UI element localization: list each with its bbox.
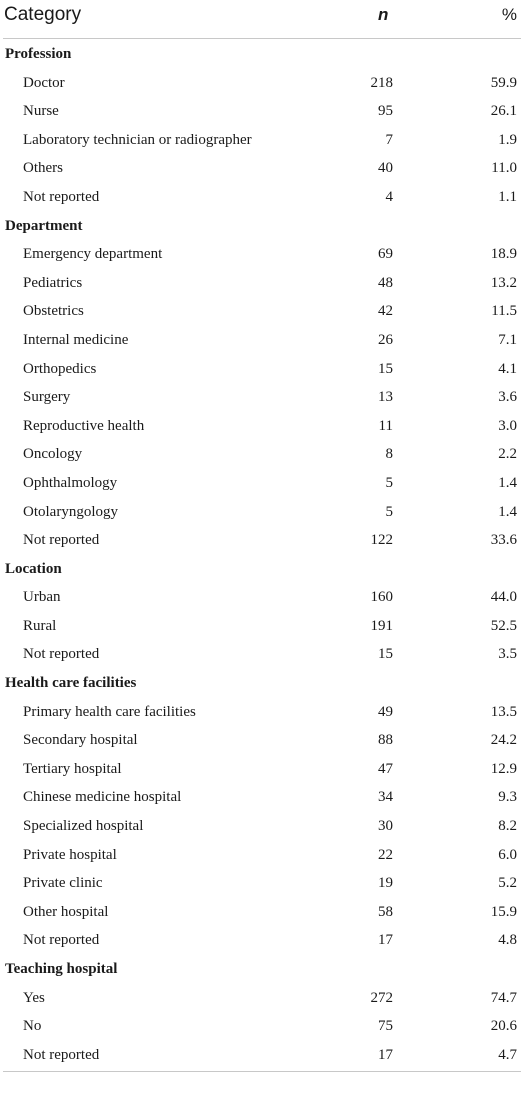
- row-label: Surgery: [23, 389, 71, 406]
- header-percent: %: [501, 5, 517, 24]
- row-label: Oncology: [23, 446, 83, 463]
- row-n: 42: [378, 303, 393, 320]
- row-label: Nurse: [23, 103, 59, 120]
- table-row: [3, 153, 521, 182]
- section-profession: [3, 39, 521, 211]
- table-row: [3, 811, 521, 840]
- table-row: [3, 468, 521, 497]
- row-percent: 1.1: [498, 188, 517, 205]
- row-label: Otolaryngology: [23, 503, 118, 520]
- row-n: 69: [378, 246, 393, 263]
- row-percent: 4.8: [498, 932, 517, 949]
- table-row: [3, 68, 521, 97]
- row-label: Doctor: [23, 74, 65, 91]
- row-percent: 1.4: [498, 503, 517, 520]
- table-row: [3, 639, 521, 668]
- row-percent: 20.6: [490, 1018, 517, 1035]
- section-department: [3, 211, 521, 554]
- row-n: 8: [385, 446, 393, 463]
- row-percent: 13.2: [490, 274, 517, 291]
- row-percent: 4.1: [498, 360, 517, 377]
- row-n: 26: [378, 331, 393, 348]
- row-percent: 13.5: [490, 703, 517, 720]
- row-percent: 52.5: [490, 617, 517, 634]
- row-n: 58: [378, 903, 393, 920]
- row-label: Not reported: [23, 932, 100, 949]
- row-n: 218: [370, 74, 393, 91]
- row-percent: 2.2: [498, 446, 517, 463]
- row-label: Chinese medicine hospital: [23, 789, 182, 806]
- row-n: 7: [385, 131, 393, 148]
- table-row: [3, 296, 521, 325]
- row-label: Ophthalmology: [23, 474, 118, 491]
- row-label: Not reported: [23, 532, 100, 549]
- table-row: [3, 725, 521, 754]
- row-n: 13: [378, 389, 393, 406]
- row-label: Pediatrics: [23, 274, 83, 291]
- row-n: 48: [378, 274, 393, 291]
- table-row: [3, 611, 521, 640]
- table-row: [3, 268, 521, 297]
- section-title: Teaching hospital: [5, 961, 118, 977]
- row-percent: 26.1: [490, 103, 517, 120]
- row-percent: 3.6: [498, 389, 517, 406]
- section-title: Location: [5, 560, 62, 577]
- row-label: Laboratory technician or radiographer: [23, 131, 252, 148]
- row-n: 75: [378, 1018, 393, 1035]
- row-n: 49: [378, 703, 393, 720]
- row-label: Secondary hospital: [23, 732, 138, 749]
- row-percent: 44.0: [490, 589, 517, 606]
- row-n: 122: [370, 532, 393, 549]
- row-percent: 7.1: [498, 331, 517, 348]
- table-row: [3, 697, 521, 726]
- row-label: Specialized hospital: [23, 818, 144, 835]
- table-row: [3, 497, 521, 526]
- row-percent: 74.7: [490, 989, 517, 1006]
- row-percent: 59.9: [490, 74, 517, 91]
- table-row: [3, 382, 521, 411]
- row-label: Others: [23, 160, 63, 177]
- table-row: [3, 325, 521, 354]
- row-percent: 1.9: [498, 131, 517, 148]
- row-n: 5: [385, 474, 393, 491]
- row-label: Not reported: [23, 1046, 100, 1063]
- row-n: 11: [378, 417, 393, 434]
- row-percent: 8.2: [498, 818, 517, 835]
- row-percent: 33.6: [490, 532, 517, 549]
- row-label: Tertiary hospital: [23, 760, 122, 777]
- row-n: 4: [385, 188, 393, 205]
- row-label: Internal medicine: [23, 331, 129, 348]
- table-row: [3, 582, 521, 611]
- row-label: Emergency department: [23, 246, 163, 263]
- row-percent: 15.9: [490, 903, 517, 920]
- table-row: [3, 182, 521, 211]
- table-row: [3, 840, 521, 869]
- row-percent: 9.3: [498, 789, 517, 806]
- table-row: [3, 897, 521, 926]
- header-category: Category: [4, 4, 82, 25]
- table-row: [3, 754, 521, 783]
- row-percent: 3.0: [498, 417, 517, 434]
- row-percent: 5.2: [498, 875, 517, 892]
- row-n: 19: [378, 875, 393, 892]
- row-label: Not reported: [23, 646, 100, 663]
- row-n: 5: [385, 503, 393, 520]
- row-n: 40: [378, 160, 393, 177]
- row-label: Not reported: [23, 188, 100, 205]
- row-n: 15: [378, 360, 393, 377]
- row-percent: 12.9: [490, 760, 517, 777]
- row-label: Yes: [23, 989, 45, 1006]
- header-n: n: [378, 5, 389, 24]
- table-row: [3, 1011, 521, 1040]
- section-title: Profession: [5, 46, 72, 62]
- table-row: [3, 239, 521, 268]
- row-label: Rural: [23, 617, 57, 634]
- row-n: 30: [378, 818, 393, 835]
- table-row: [3, 96, 521, 125]
- section-health-care-facilities: [3, 668, 521, 954]
- row-n: 17: [378, 1046, 393, 1063]
- table-row: [3, 439, 521, 468]
- table-row: [3, 354, 521, 383]
- row-label: Urban: [23, 589, 61, 606]
- bottom-divider: [3, 1071, 521, 1072]
- row-n: 22: [378, 846, 393, 863]
- section-title: Health care facilities: [5, 675, 137, 692]
- row-n: 160: [370, 589, 393, 606]
- row-label: Private clinic: [23, 875, 103, 892]
- table-row: [3, 411, 521, 440]
- row-percent: 1.4: [498, 474, 517, 491]
- row-n: 34: [378, 789, 393, 806]
- section-title: Department: [5, 217, 83, 234]
- table-row: [3, 925, 521, 954]
- row-label: Obstetrics: [23, 303, 84, 320]
- row-percent: 4.7: [498, 1046, 517, 1063]
- section-teaching-hospital: [3, 954, 521, 1068]
- row-label: Reproductive health: [23, 417, 145, 434]
- row-n: 272: [370, 989, 393, 1006]
- section-location: [3, 554, 521, 668]
- data-table: [3, 0, 521, 1072]
- row-n: 15: [378, 646, 393, 663]
- row-label: Primary health care facilities: [23, 703, 196, 720]
- row-n: 191: [370, 617, 393, 634]
- table-row: [3, 525, 521, 554]
- table-row: [3, 782, 521, 811]
- row-percent: 6.0: [498, 846, 517, 863]
- row-n: 95: [378, 103, 393, 120]
- table-row: [3, 868, 521, 897]
- row-label: Other hospital: [23, 903, 109, 920]
- row-n: 88: [378, 732, 393, 749]
- row-label: Orthopedics: [23, 360, 97, 377]
- table-header: [3, 0, 521, 39]
- row-n: 17: [378, 932, 393, 949]
- row-label: No: [23, 1018, 42, 1035]
- row-percent: 11.5: [491, 303, 517, 320]
- table-row: [3, 983, 521, 1012]
- row-percent: 18.9: [490, 246, 517, 263]
- table-row: [3, 125, 521, 154]
- row-n: 47: [378, 760, 393, 777]
- row-percent: 11.0: [491, 160, 517, 177]
- row-percent: 24.2: [490, 732, 517, 749]
- row-percent: 3.5: [498, 646, 517, 663]
- table-row: [3, 1040, 521, 1069]
- row-label: Private hospital: [23, 846, 117, 863]
